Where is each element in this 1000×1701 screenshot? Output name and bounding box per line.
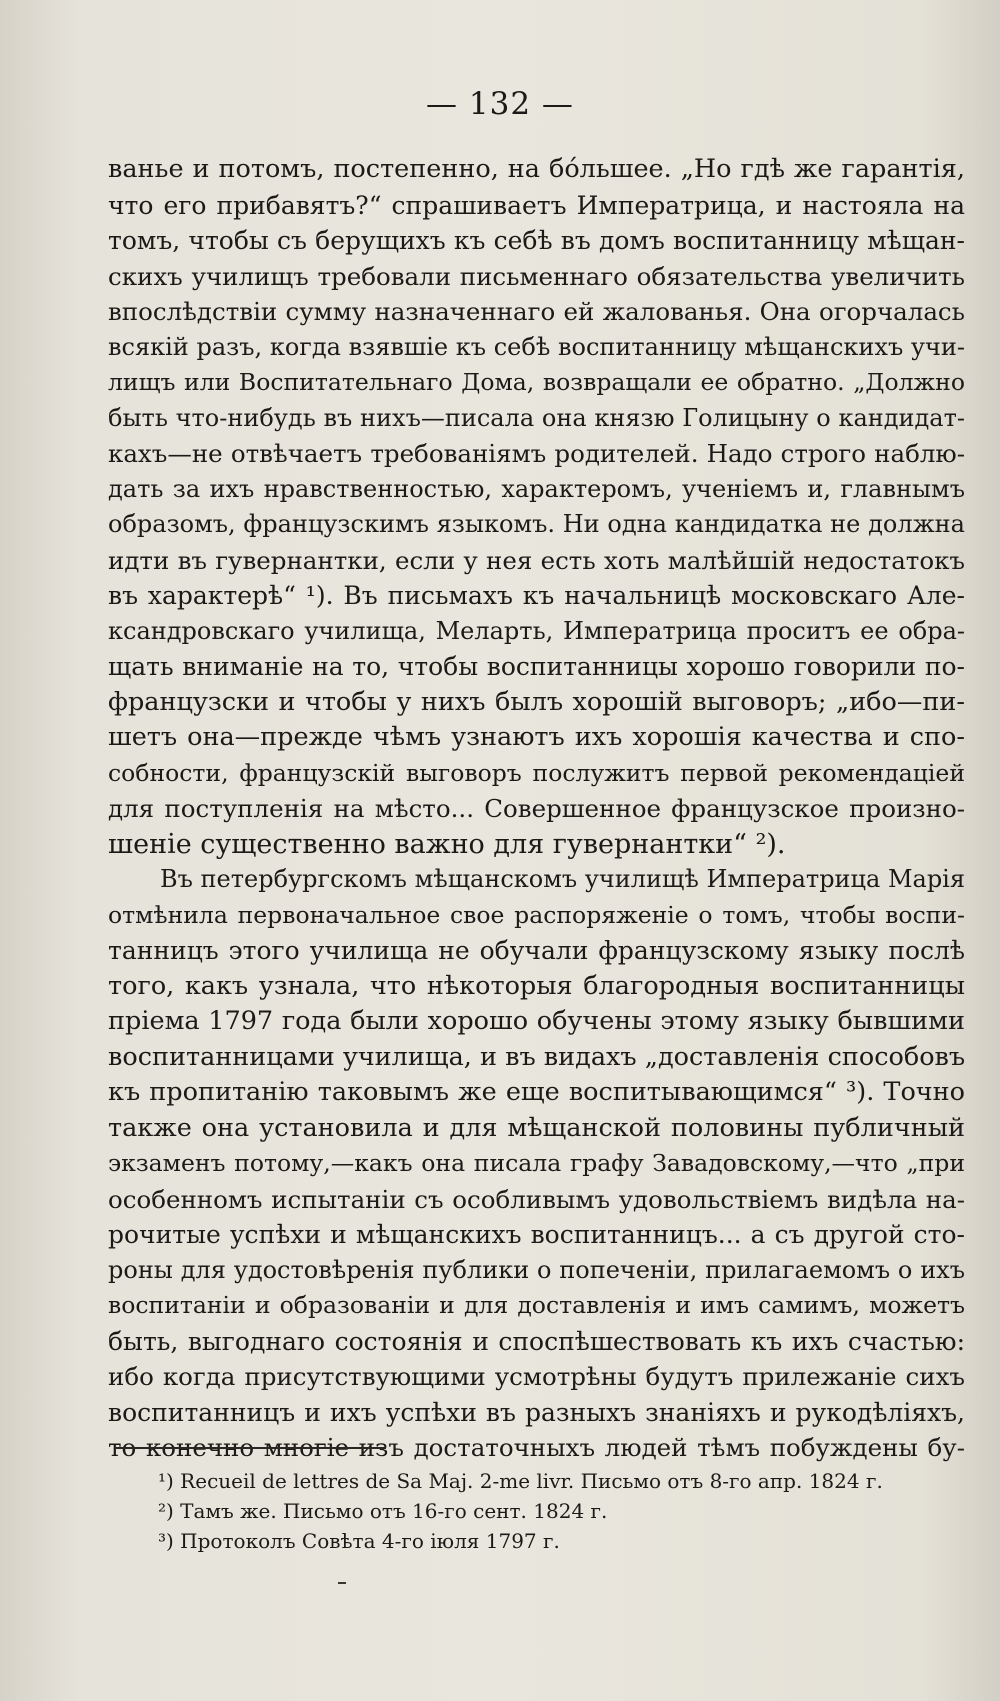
text-line: воспитаніи и образованіи и для доставленія и имъ самимъ, можетъ (108, 1291, 965, 1319)
body-text (108, 152, 965, 1466)
text-line: кахъ—не отвѣчаетъ требованіямъ родителей. Надо строго наблю- (108, 439, 965, 468)
stray-mark (338, 1582, 346, 1584)
text-line: лищъ или Воспитательнаго Дома, возвращали ее обратно. „Должно (108, 368, 965, 396)
text-line: отмѣнила первоначальное свое распоряженіе о томъ, чтобы воспи- (108, 900, 965, 929)
text-line: то конечно многіе изъ достаточныхъ людей тѣмъ побуждены бу- (108, 1433, 965, 1462)
text-line: идти въ гувернантки, если у нея есть хоть малѣйшій недостатокъ (108, 545, 965, 575)
text-line: ванье и потомъ, постепенно, на бо́льшее. „Но гдѣ же гарантія, (108, 154, 965, 184)
text-line: танницъ этого училища не обучали французскому языку послѣ (108, 936, 965, 965)
text-line: томъ, чтобы съ берущихъ къ себѣ въ домъ воспитанницу мѣщан- (108, 226, 965, 255)
page-number: — 132 — (426, 86, 574, 122)
text-line: быть что-нибудь въ нихъ—писала она князю Голицыну о кандидат- (108, 403, 965, 432)
text-line: образомъ, французскимъ языкомъ. Ни одна кандидатка не должна (108, 510, 965, 538)
text-line: пріема 1797 года были хорошо обучены этому языку бывшими (108, 1006, 965, 1036)
text-line: дать за ихъ нравственностью, характеромъ, ученіемъ и, главнымъ (108, 474, 965, 503)
text-line: всякій разъ, когда взявшіе къ себѣ воспитанницу мѣщанскихъ учи- (108, 332, 965, 361)
text-line: также она установила и для мѣщанской половины публичный (108, 1112, 965, 1143)
text-line: въ характерѣ“ ¹). Въ письмахъ къ начальницѣ московскаго Але- (108, 581, 965, 610)
text-line: особенномъ испытаніи съ особливымъ удовольствіемъ видѣла на- (108, 1184, 965, 1214)
text-line: что его прибавятъ?“ спрашиваетъ Императрица, и настояла на (108, 190, 965, 220)
paragraph-end-line: шеніе существенно важно для гувернантки“ ²). (108, 828, 786, 860)
footnote-3: ³) Протоколъ Совѣта 4-го іюля 1797 г. (158, 1529, 560, 1553)
footnote-1: ¹) Recueil de lettres de Sa Maj. 2-me livr. Письмо отъ 8-го апр. 1824 г. (158, 1469, 883, 1493)
text-line: впослѣдствіи сумму назначеннаго ей жалованья. Она огорчалась (108, 297, 965, 326)
footnotes (158, 1466, 948, 1556)
text-line: рочитые успѣхи и мѣщанскихъ воспитанницъ... а съ другой сто- (108, 1220, 965, 1249)
text-line: скихъ училищъ требовали письменнаго обязательства увеличить (108, 261, 965, 291)
paragraph-start-line: Въ петербургскомъ мѣщанскомъ училищѣ Императрица Марія (160, 865, 965, 893)
text-line: ксандровскаго училища, Меларть, Императрица проситъ ее обра- (108, 616, 965, 645)
text-line: шетъ она—прежде чѣмъ узнаютъ ихъ хорошія качества и спо- (108, 722, 965, 752)
text-line: воспитанницами училища, и въ видахъ „доставленія способовъ (108, 1041, 966, 1072)
footnote-divider (116, 1447, 386, 1449)
text-line: собности, французскій выговоръ послужитъ первой рекомендаціей (108, 758, 965, 787)
text-line: экзаменъ потому,—какъ она писала графу Завадовскому,—что „при (108, 1149, 965, 1177)
text-line: ибо когда присутствующими усмотрѣны будутъ прилежаніе сихъ (108, 1362, 965, 1391)
text-line: воспитанницъ и ихъ успѣхи въ разныхъ знаніяхъ и рукодѣліяхъ, (108, 1397, 965, 1427)
text-line: французски и чтобы у нихъ былъ хорошій выговоръ; „ибо—пи- (108, 686, 965, 717)
text-line: быть, выгоднаго состоянія и споспѣшествовать къ ихъ счастью: (108, 1326, 965, 1356)
text-line: щать вниманіе на то, чтобы воспитанницы хорошо говорили по- (108, 652, 965, 681)
text-line: роны для удостовѣренія публики о попеченіи, прилагаемомъ о ихъ (108, 1255, 965, 1284)
text-line: того, какъ узнала, что нѣкоторыя благородныя воспитанницы (108, 970, 965, 1001)
footnote-2: ²) Тамъ же. Письмо отъ 16-го сент. 1824 г. (158, 1499, 608, 1523)
text-line: для поступленія на мѣсто... Совершенное французское произно- (108, 794, 965, 823)
text-line: къ пропитанію таковымъ же еще воспитывающимся“ ³). Точно (108, 1077, 965, 1107)
